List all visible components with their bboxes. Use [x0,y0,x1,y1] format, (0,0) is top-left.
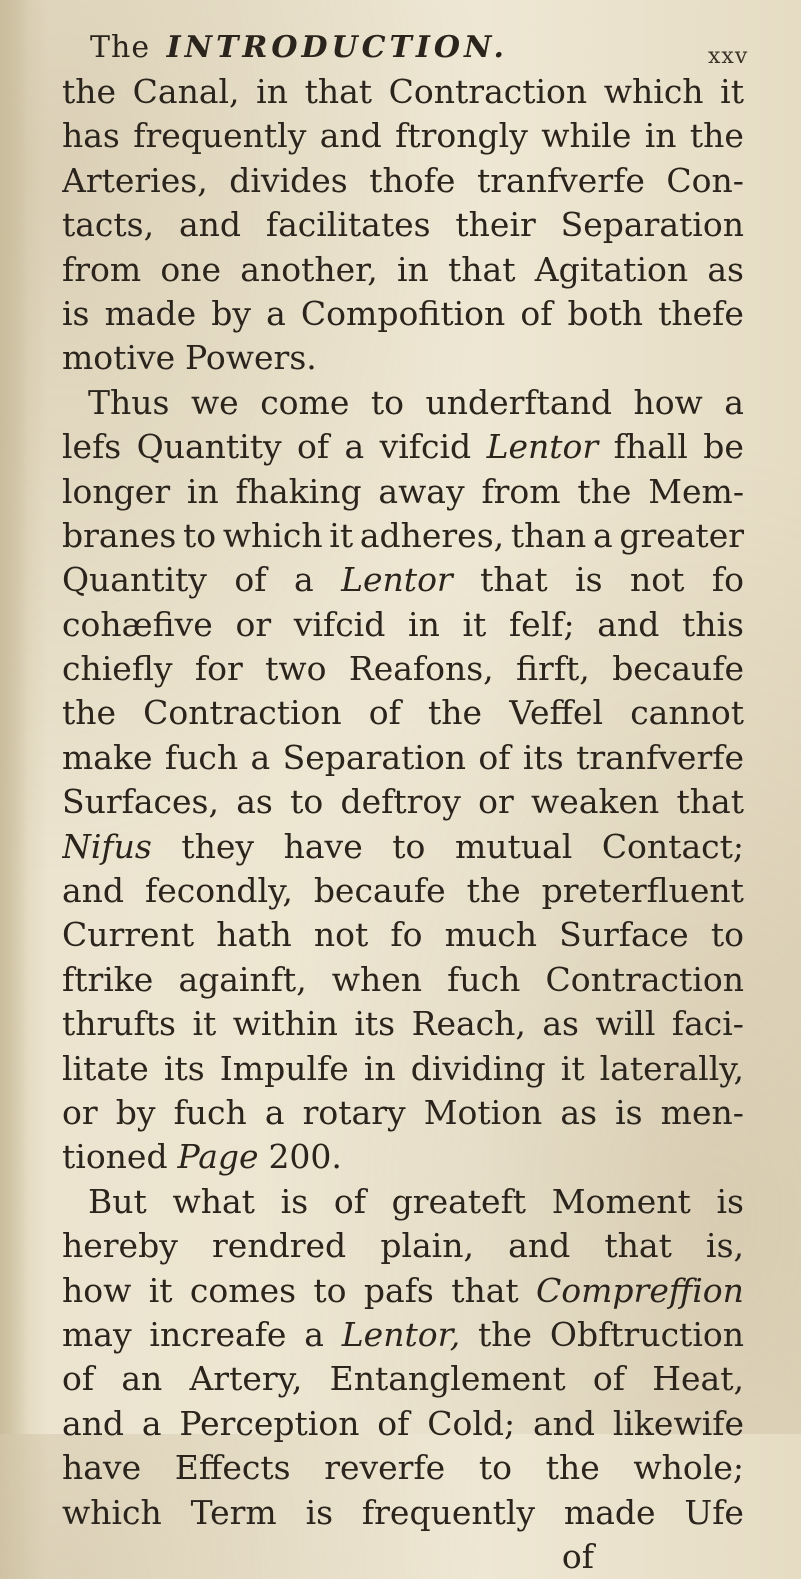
word: which [62,1492,162,1532]
word: that [304,72,373,111]
text-line [62,1224,744,1268]
word: fhaking [235,471,362,511]
text-line [62,336,744,380]
word: Lentor [341,560,453,600]
word: ftrongly [395,116,528,156]
word: Perception [179,1403,360,1443]
word: it [329,515,354,555]
word: from [481,471,561,511]
word: fo [390,915,423,955]
word: Lentor, [341,1314,461,1354]
word: it [192,1004,217,1044]
word: its [522,737,564,777]
word: in [408,604,440,644]
word: the [62,72,117,111]
text-line [62,114,744,158]
word: tranfverfe [476,160,645,200]
word: a [264,1092,285,1132]
word: is, [706,1226,744,1266]
text-line [62,869,744,913]
word: a [250,737,271,777]
word: underftand [425,382,612,422]
word: mutual [454,826,573,866]
text-line [62,736,744,780]
word: it [720,72,744,111]
word: rotary [302,1092,406,1132]
word: Lentor [486,427,599,467]
word: Obftruction [549,1314,744,1354]
word: the [689,116,744,156]
text-line [62,381,744,425]
word: to [710,915,744,955]
word: Canal, [132,72,240,111]
text-line [62,958,744,1002]
word: of [234,560,267,600]
word: preterfluent [541,871,744,911]
text-line [62,558,744,602]
text-line [62,1402,744,1446]
word: has [62,116,120,156]
word: as [236,782,273,822]
word: Reafons, [348,649,494,689]
word: of [368,693,401,733]
word: Artery, [189,1359,303,1399]
word: in [363,1048,396,1088]
word: or [62,1092,98,1132]
body-text [62,70,744,1579]
word: litate [62,1048,149,1088]
text-line [62,913,744,957]
word: we [190,382,239,422]
word: by [115,1092,156,1132]
text-line [62,514,744,558]
text-line [62,1180,744,1224]
word: Contraction [545,959,744,999]
word: and [62,871,125,911]
word: Veffel [509,693,604,733]
word: and [508,1226,571,1266]
word: fuch [173,1092,247,1132]
word: in [397,249,429,289]
word: they [181,826,255,866]
word: chiefly [62,649,173,689]
word: is [716,1181,744,1221]
text-line [62,159,744,203]
word: vifcid [379,427,472,467]
text-line [62,1269,744,1313]
word: as [560,1092,597,1132]
word: Motion [423,1092,543,1132]
word: Nifus [62,826,152,866]
word: in [256,72,288,111]
word: it [560,1048,585,1088]
running-head-article: The [90,30,151,65]
text-line [62,603,744,647]
text-line [62,70,744,114]
text-line [62,691,744,735]
word: to [478,1448,513,1488]
text-line [62,647,744,691]
word: plain, [380,1226,474,1266]
word: Compreffion [536,1270,744,1310]
word: Effects [174,1448,291,1488]
word: branes [62,515,177,555]
word: increafe [149,1314,287,1354]
page-number: xxv [708,44,749,69]
word: the [62,693,117,733]
word: their [455,205,536,245]
word: and [62,1403,125,1443]
word: both [567,293,644,333]
word: from [62,249,142,289]
word: its [163,1048,205,1088]
word: the [428,693,483,733]
word: frequently [361,1492,536,1532]
text-line [62,1091,744,1135]
word: is [305,1492,334,1532]
word: ftrike [62,959,154,999]
word: another, [240,249,378,289]
word: or [235,604,272,644]
word: this [681,604,744,644]
word: Con- [666,160,744,200]
word: of [520,293,553,333]
word: Contraction [388,72,588,111]
word: felf; [508,604,575,644]
word: Separation [282,737,466,777]
word: divides [229,160,348,200]
word: Entanglement [329,1359,566,1399]
word: greater [619,515,744,555]
page-gutter-shadow [0,0,28,1434]
word: 200. [268,1137,342,1177]
word: of [333,1181,366,1221]
word: likewife [612,1403,744,1443]
word: Arteries, [62,160,208,200]
text-line [62,292,744,336]
word: as [542,1004,579,1044]
text-line [62,248,744,292]
word: cannot [630,693,744,733]
word: may [62,1314,132,1354]
word: while [541,116,632,156]
word: the [577,471,632,511]
word: when [331,959,423,999]
word: in [644,116,677,156]
word: Page [177,1137,259,1177]
word: than [510,515,587,555]
word: comes [189,1270,297,1310]
word: the [466,871,521,911]
word: and [597,604,660,644]
word: Reach, [411,1004,526,1044]
text-line [62,1313,744,1357]
word: Mem- [648,471,744,511]
word: how [633,382,703,422]
word: is [280,1181,309,1221]
word: of [62,1359,95,1399]
word: longer [62,471,171,511]
word: fhall [613,427,688,467]
word: as [707,249,744,289]
word: thrufts [62,1004,176,1044]
word: Contraction [143,693,342,733]
text-line [62,470,744,514]
word: a [293,560,314,600]
text-line [62,425,744,469]
word: motive [62,338,176,378]
word: thefe [658,293,744,333]
word: pafs [363,1270,434,1310]
text-line [62,203,744,247]
word: within [232,1004,338,1044]
word: faci- [671,1004,744,1044]
word: firft, [516,649,590,689]
word: in [186,471,219,511]
word: tacts, [62,205,155,245]
word: not [630,560,685,600]
word: rendred [212,1226,347,1266]
word: Quantity [136,427,282,467]
text-line [62,1047,744,1091]
word: have [62,1448,142,1488]
word: becaufe [612,649,744,689]
word: and [319,116,382,156]
word: thofe [369,160,456,200]
word: But [88,1181,147,1221]
text-line [62,1002,744,1046]
word: which [222,515,323,555]
word: that [448,249,516,289]
word: and [178,205,242,245]
word: Surface [559,915,689,955]
word: a [724,382,744,422]
word: dividing [410,1048,546,1088]
word: laterally, [599,1048,744,1088]
word: whole; [633,1448,744,1488]
word: vifcid [293,604,386,644]
word: made [563,1492,656,1532]
running-head-title: INTRODUCTION. [166,30,508,65]
word: againft, [178,959,307,999]
word: its [354,1004,396,1044]
word: greateft [391,1181,527,1221]
word: hereby [62,1226,178,1266]
word: much [444,915,537,955]
word: adheres, [359,515,505,555]
word: of [478,737,511,777]
word: to [392,826,426,866]
word: fo [711,560,744,600]
word: reverfe [324,1448,446,1488]
word: a [344,427,365,467]
word: is [575,560,603,600]
word: for [194,649,243,689]
word: to [290,782,324,822]
word: Powers. [185,338,317,378]
word: that [676,782,744,822]
word: Separation [560,205,744,245]
word: fecondly, [145,871,293,911]
word: Current [62,915,195,955]
text-line [62,1357,744,1401]
text-line [62,825,744,869]
word: away [378,471,465,511]
word: tioned [62,1137,168,1177]
word: a [304,1314,324,1354]
word: by [211,293,252,333]
word: Term [190,1492,277,1532]
word: an [121,1359,163,1399]
text-line [62,1491,744,1535]
word: fuch [164,737,239,777]
word: becaufe [313,871,446,911]
word: or [478,782,514,822]
word: that [451,1270,519,1310]
word: how [62,1270,132,1310]
word: come [260,382,350,422]
word: cohæfive [62,604,213,644]
word: a [266,293,286,333]
word: deftroy [340,782,461,822]
word: not [313,915,369,955]
word: is [62,293,90,333]
word: is [615,1092,643,1132]
word: will [595,1004,656,1044]
word: weaken [531,782,660,822]
word: that [480,560,548,600]
word: of [377,1403,410,1443]
word: Surfaces, [62,782,219,822]
word: fuch [447,959,521,999]
word: facilitates [265,205,431,245]
word: a [592,515,613,555]
word: that [604,1226,672,1266]
word: what [172,1181,255,1221]
word: to [370,382,404,422]
word: Moment [551,1181,691,1221]
word: Heat, [652,1359,744,1399]
word: Thus [88,382,170,422]
text-line [62,1135,744,1179]
text-line [62,1446,744,1490]
word: which [603,72,704,111]
word: have [283,826,363,866]
word: two [265,649,327,689]
word: Cold; [427,1403,516,1443]
catchword: of [561,1536,594,1576]
word: Impulfe [219,1048,349,1088]
text-line [62,780,744,824]
word: Contact; [601,826,744,866]
word: lefs [62,427,122,467]
word: of [592,1359,625,1399]
word: Agitation [534,249,689,289]
word: hath [216,915,292,955]
word: one [160,249,222,289]
word: a [141,1403,162,1443]
word: tranfverfe [576,737,744,777]
word: the [478,1314,533,1354]
word: made [104,293,197,333]
word: frequently [133,116,307,156]
word: be [703,427,744,467]
word: it [148,1270,173,1310]
word: Compofition [300,293,506,333]
word: to [182,515,217,555]
word: of [297,427,330,467]
word: to [313,1270,347,1310]
word: make [62,737,153,777]
word: Ufe [684,1492,744,1532]
word: it [462,604,487,644]
word: men- [660,1092,744,1132]
running-head [90,30,650,70]
word: the [545,1448,600,1488]
word: Quantity [62,560,207,600]
word: and [532,1403,595,1443]
